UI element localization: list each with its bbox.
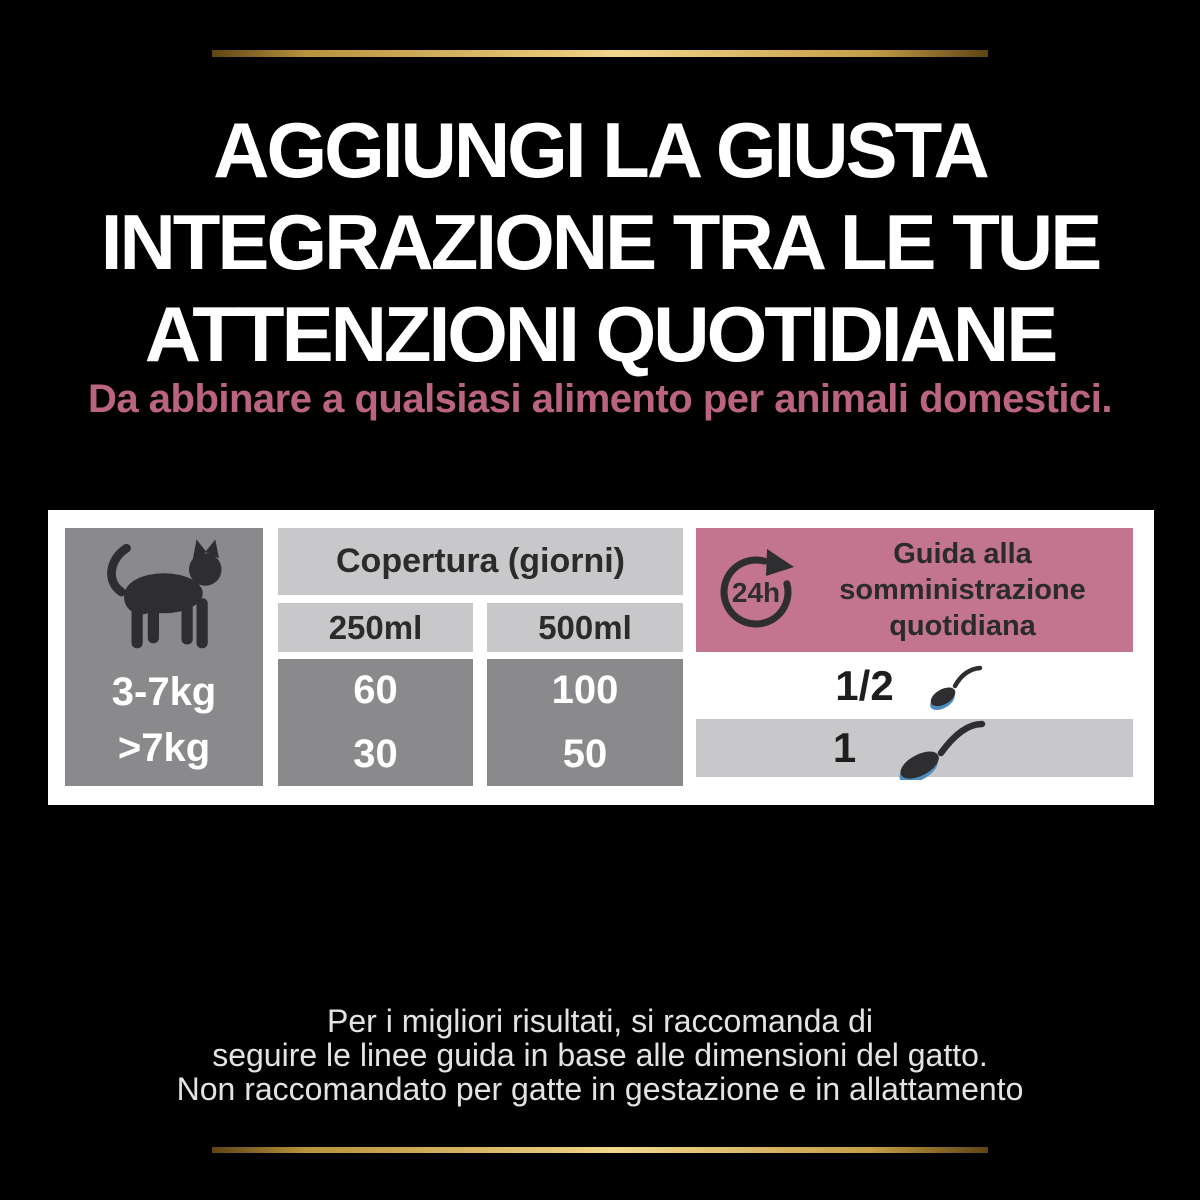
- guide-line-3: quotidiana: [889, 610, 1036, 642]
- value-500ml-row2: 50: [562, 731, 608, 776]
- column-header-250ml: 250ml: [278, 603, 473, 652]
- footer-line-3: Non raccomandato per gatte in gestazione e in allattamento: [176, 1071, 1024, 1107]
- weight-row-1: 3-7kg: [111, 670, 217, 714]
- page-subtitle: Da abbinare a qualsiasi alimento per animali domestici.: [88, 377, 1112, 421]
- title-line-1: AGGIUNGI LA GIUSTA: [213, 106, 987, 194]
- footer-note: [0, 1004, 1200, 1106]
- daily-guide-header: [696, 528, 1133, 652]
- value-250ml-row2: 30: [353, 731, 398, 776]
- values-250ml: [278, 659, 473, 786]
- feeding-guide-table: [48, 510, 1154, 805]
- title-line-3: ATTENZIONI QUOTIDIANE: [144, 290, 1056, 378]
- 24h-icon: [710, 542, 802, 639]
- guide-line-1: Guida alla: [893, 538, 1032, 570]
- value-250ml-row1: 60: [353, 668, 398, 713]
- title-line-2: INTEGRAZIONE TRA LE TUE: [100, 198, 1100, 286]
- top-gold-divider: [212, 50, 988, 57]
- dose-row-1: [696, 652, 1133, 719]
- weight-column: [65, 528, 263, 786]
- guide-line-2: somministrazione: [839, 574, 1086, 606]
- values-500ml: [487, 659, 683, 786]
- teaspoon-icon: [922, 660, 986, 712]
- daily-guide-title: [802, 536, 1133, 644]
- tablespoon-icon: [884, 716, 988, 780]
- coverage-header: Copertura (giorni): [278, 528, 683, 595]
- dose-amount-1: 1/2: [835, 661, 894, 709]
- footer-line-1: Per i migliori risultati, si raccomanda di: [327, 1003, 873, 1039]
- cat-icon: [89, 538, 239, 656]
- 24h-label: 24h: [731, 576, 781, 608]
- dose-row-2: [696, 719, 1133, 777]
- page-title: [0, 104, 1200, 380]
- dose-amount-2: 1: [832, 724, 857, 771]
- bottom-gold-divider: [212, 1147, 988, 1153]
- column-header-500ml: 500ml: [487, 603, 683, 652]
- value-500ml-row1: 100: [551, 668, 619, 713]
- weight-row-2: >7kg: [117, 726, 211, 770]
- footer-line-2: seguire le linee guida in base alle dimensioni del gatto.: [212, 1037, 988, 1073]
